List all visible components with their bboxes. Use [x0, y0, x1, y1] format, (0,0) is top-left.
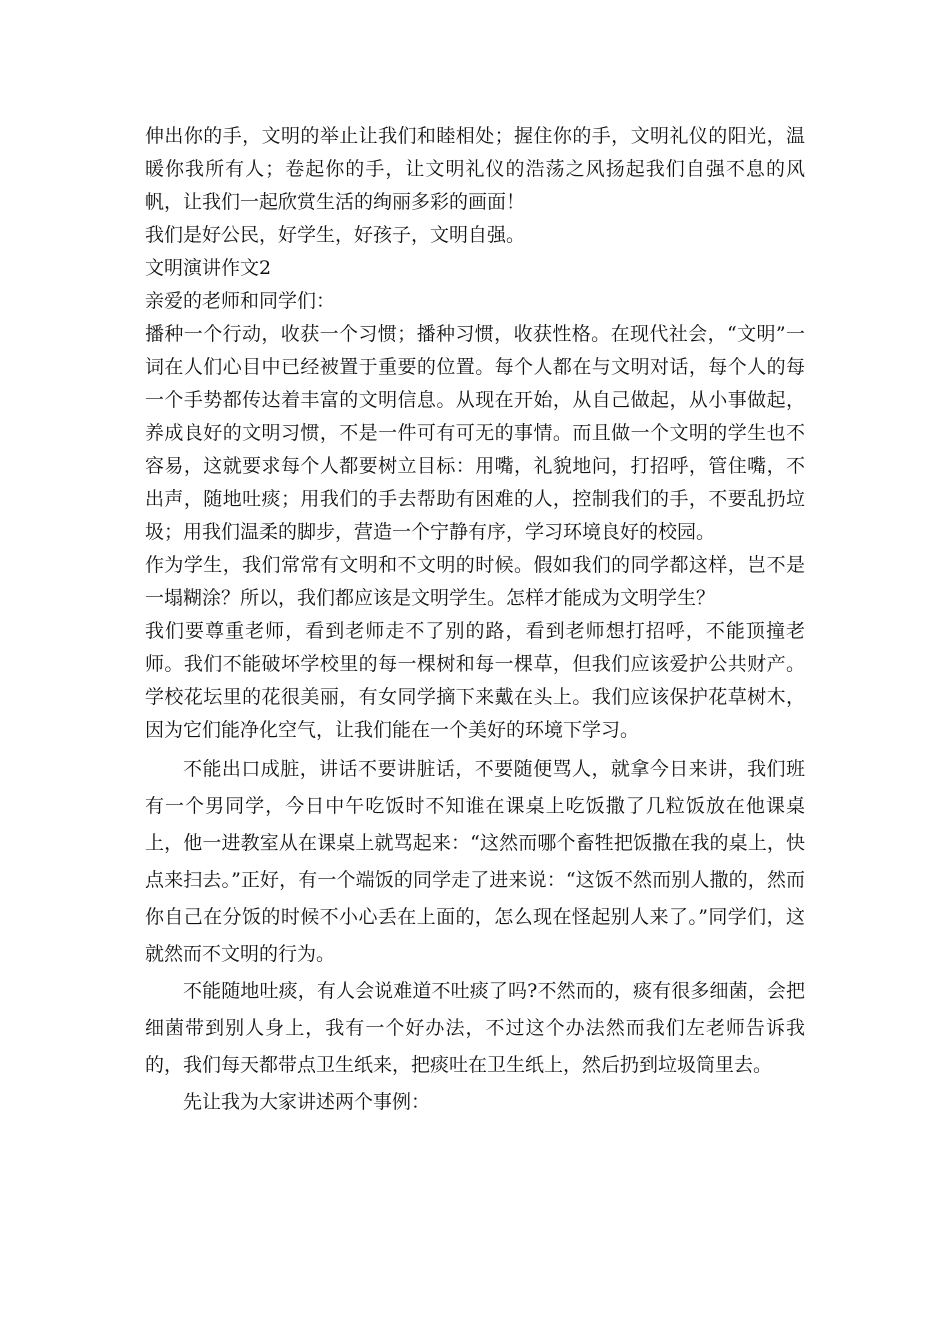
essay-heading: 文明演讲作文2: [145, 257, 272, 279]
paragraph-respect: 我们要尊重老师，看到老师走不了别的路，看到老师想打招呼，不能顶撞老师。我们不能破坏学校里的每一棵树和每一棵草，但我们应该爱护公共财产。学校花坛里的花很美丽，有女同学摘下来戴在头上。我们应该保护花草树木，因为它们能净化空气，让我们能在一个美好的环境下学习。: [145, 620, 805, 741]
salutation: 亲爱的老师和同学们：: [145, 290, 336, 312]
paragraph-no-spitting: 不能随地吐痰，有人会说难道不吐痰了吗?不然而的，痰有很多细菌，会把细菌带到别人身上，我有一个好办法，不过这个办法然而我们左老师告诉我的，我们每天都带点卫生纸来，把痰吐在卫生纸上，然后扔到垃圾筒里去。: [145, 980, 805, 1076]
document-body: [145, 120, 805, 1121]
paragraph-habits: 播种一个行动，收获一个习惯；播种习惯，收获性格。在现代社会，“文明”一词在人们心目中已经被置于重要的位置。每个人都在与文明对话，每个人的每一个手势都传达着丰富的文明信息。从现在开始，从自己做起，从小事做起，养成良好的文明习惯，不是一件可有可无的事情。而且做一个文明的学生也不容易，这就要求每个人都要树立目标：用嘴，礼貌地问，打招呼，管住嘴，不出声，随地吐痰；用我们的手去帮助有困难的人，控制我们的手，不要乱扔垃圾；用我们温柔的脚步，营造一个宁静有序，学习环境良好的校园。: [145, 323, 805, 543]
paragraph-motto: 我们是好公民，好学生，好孩子，文明自强。: [145, 224, 526, 246]
paragraph-no-swearing: 不能出口成脏，讲话不要讲脏话，不要随便骂人，就拿今日来讲，我们班有一个男同学，今日中午吃饭时不知谁在课桌上吃饭撒了几粒饭放在他课桌上，他一进教室从在课桌上就骂起来：“这然而哪个畜牲把饭撒在我的桌上，快点来扫去。”正好，有一个端饭的同学走了进来说：“这饭不然而别人撒的，然而你自己在分饭的时候不小心丢在上面的，怎么现在怪起别人来了。”同学们，这就然而不文明的行为。: [145, 758, 805, 965]
paragraph-examples: 先让我为大家讲述两个事例：: [183, 1091, 431, 1113]
paragraph-intro: 伸出你的手，文明的举止让我们和睦相处；握住你的手，文明礼仪的阳光，温暖你我所有人；卷起你的手，让文明礼仪的浩荡之风扬起我们自强不息的风帆，让我们一起欣赏生活的绚丽多彩的画面！: [145, 125, 805, 213]
paragraph-students: 作为学生，我们常常有文明和不文明的时候。假如我们的同学都这样，岂不是一塌糊涂？所以，我们都应该是文明学生。怎样才能成为文明学生？: [145, 554, 805, 609]
